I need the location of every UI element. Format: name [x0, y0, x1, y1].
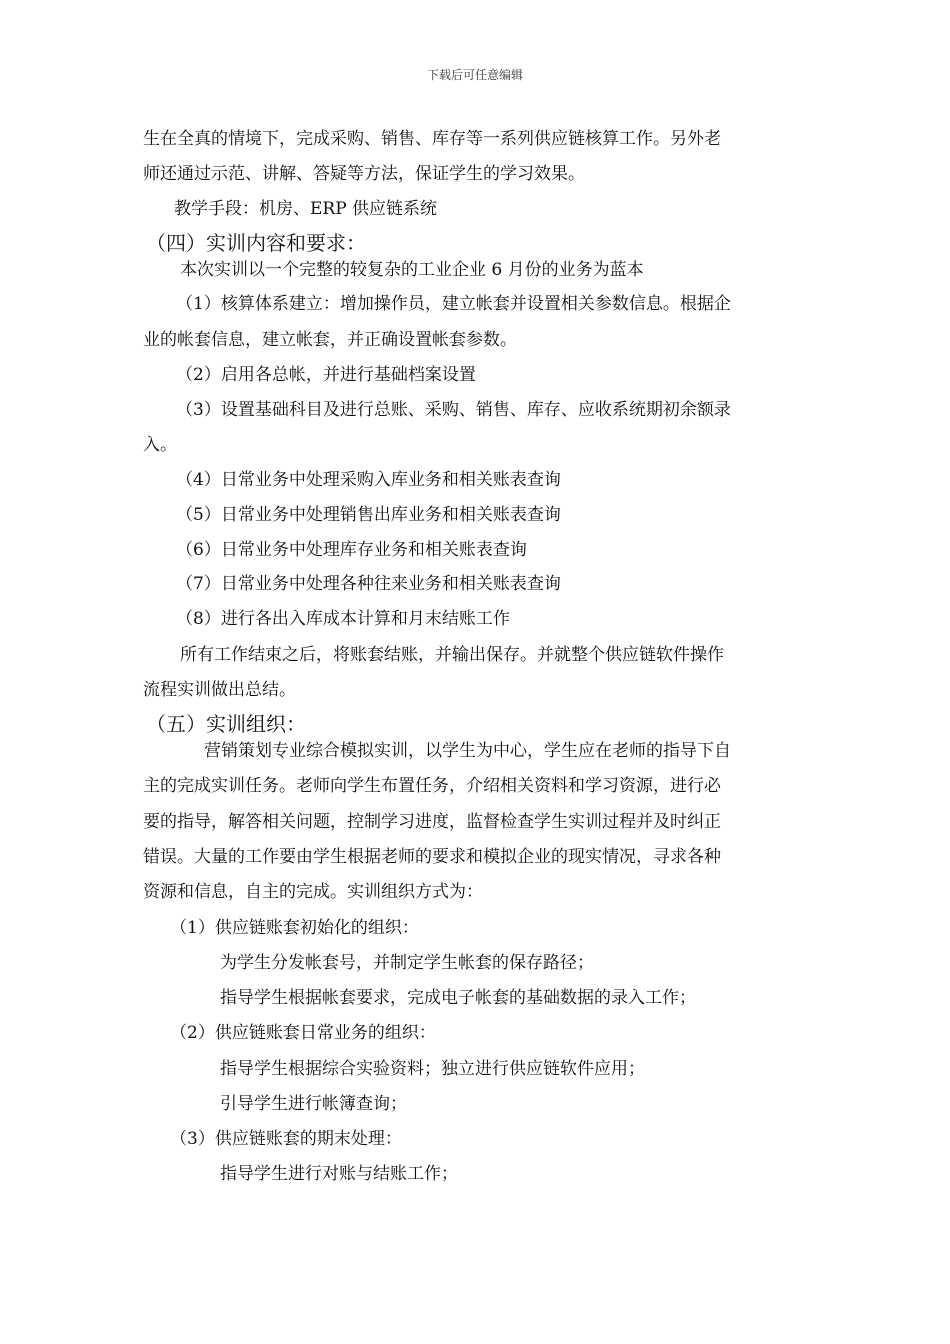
paragraph-line: 本次实训以一个完整的较复杂的工业企业 6 月份的业务为蓝本 [180, 260, 644, 280]
paragraph-line: 主的完成实训任务。老师向学生布置任务，介绍相关资料和学习资源，进行必 [143, 776, 721, 796]
paragraph-line: 教学手段：机房、ERP 供应链系统 [174, 199, 438, 219]
list-item: （5）日常业务中处理销售出库业务和相关账表查询 [176, 505, 561, 525]
paragraph-line: 入。 [143, 435, 177, 455]
paragraph-line: 资源和信息，自主的完成。实训组织方式为： [143, 882, 483, 902]
list-item: （3）供应链账套的期末处理： [170, 1129, 402, 1149]
paragraph-line: 错误。大量的工作要由学生根据老师的要求和模拟企业的现实情况，寻求各种 [143, 847, 721, 867]
list-item: （1）核算体系建立：增加操作员，建立帐套并设置相关参数信息。根据企 [176, 294, 731, 314]
sub-list-item: 为学生分发帐套号，并制定学生帐套的保存路径； [220, 953, 594, 973]
paragraph-line: 师还通过示范、讲解、答疑等方法，保证学生的学习效果。 [143, 164, 585, 184]
sub-list-item: 引导学生进行帐簿查询； [220, 1094, 407, 1114]
list-item: （8）进行各出入库成本计算和月末结账工作 [176, 609, 510, 629]
section-heading-4: （四）实训内容和要求： [146, 231, 366, 255]
paragraph-line: 业的帐套信息，建立帐套，并正确设置帐套参数。 [143, 330, 517, 350]
list-item: （4）日常业务中处理采购入库业务和相关账表查询 [176, 470, 561, 490]
paragraph-line: 要的指导，解答相关问题，控制学习进度，监督检查学生实训过程并及时纠正 [143, 812, 721, 832]
list-item: （2）启用各总帐，并进行基础档案设置 [176, 365, 476, 385]
sub-list-item: 指导学生根据帐套要求，完成电子帐套的基础数据的录入工作； [220, 988, 696, 1008]
paragraph-line: 生在全真的情境下，完成采购、销售、库存等一系列供应链核算工作。另外老 [143, 129, 721, 149]
paragraph-line: 所有工作结束之后，将账套结账，并输出保存。并就整个供应链软件操作 [180, 645, 724, 665]
list-item: （3）设置基础科目及进行总账、采购、销售、库存、应收系统期初余额录 [176, 400, 731, 420]
list-item: （1）供应链账套初始化的组织： [170, 918, 419, 938]
list-item: （2）供应链账套日常业务的组织： [170, 1023, 436, 1043]
sub-list-item: 指导学生进行对账与结账工作； [220, 1164, 458, 1184]
page-header-note: 下载后可任意编辑 [426, 68, 523, 82]
paragraph-line: 营销策划专业综合模拟实训，以学生为中心，学生应在老师的指导下自 [204, 741, 731, 761]
section-heading-5: （五）实训组织： [146, 712, 306, 736]
list-item: （6）日常业务中处理库存业务和相关账表查询 [176, 540, 527, 560]
sub-list-item: 指导学生根据综合实验资料；独立进行供应链软件应用； [220, 1059, 645, 1079]
paragraph-line: 流程实训做出总结。 [143, 680, 296, 700]
list-item: （7）日常业务中处理各种往来业务和相关账表查询 [176, 574, 561, 594]
